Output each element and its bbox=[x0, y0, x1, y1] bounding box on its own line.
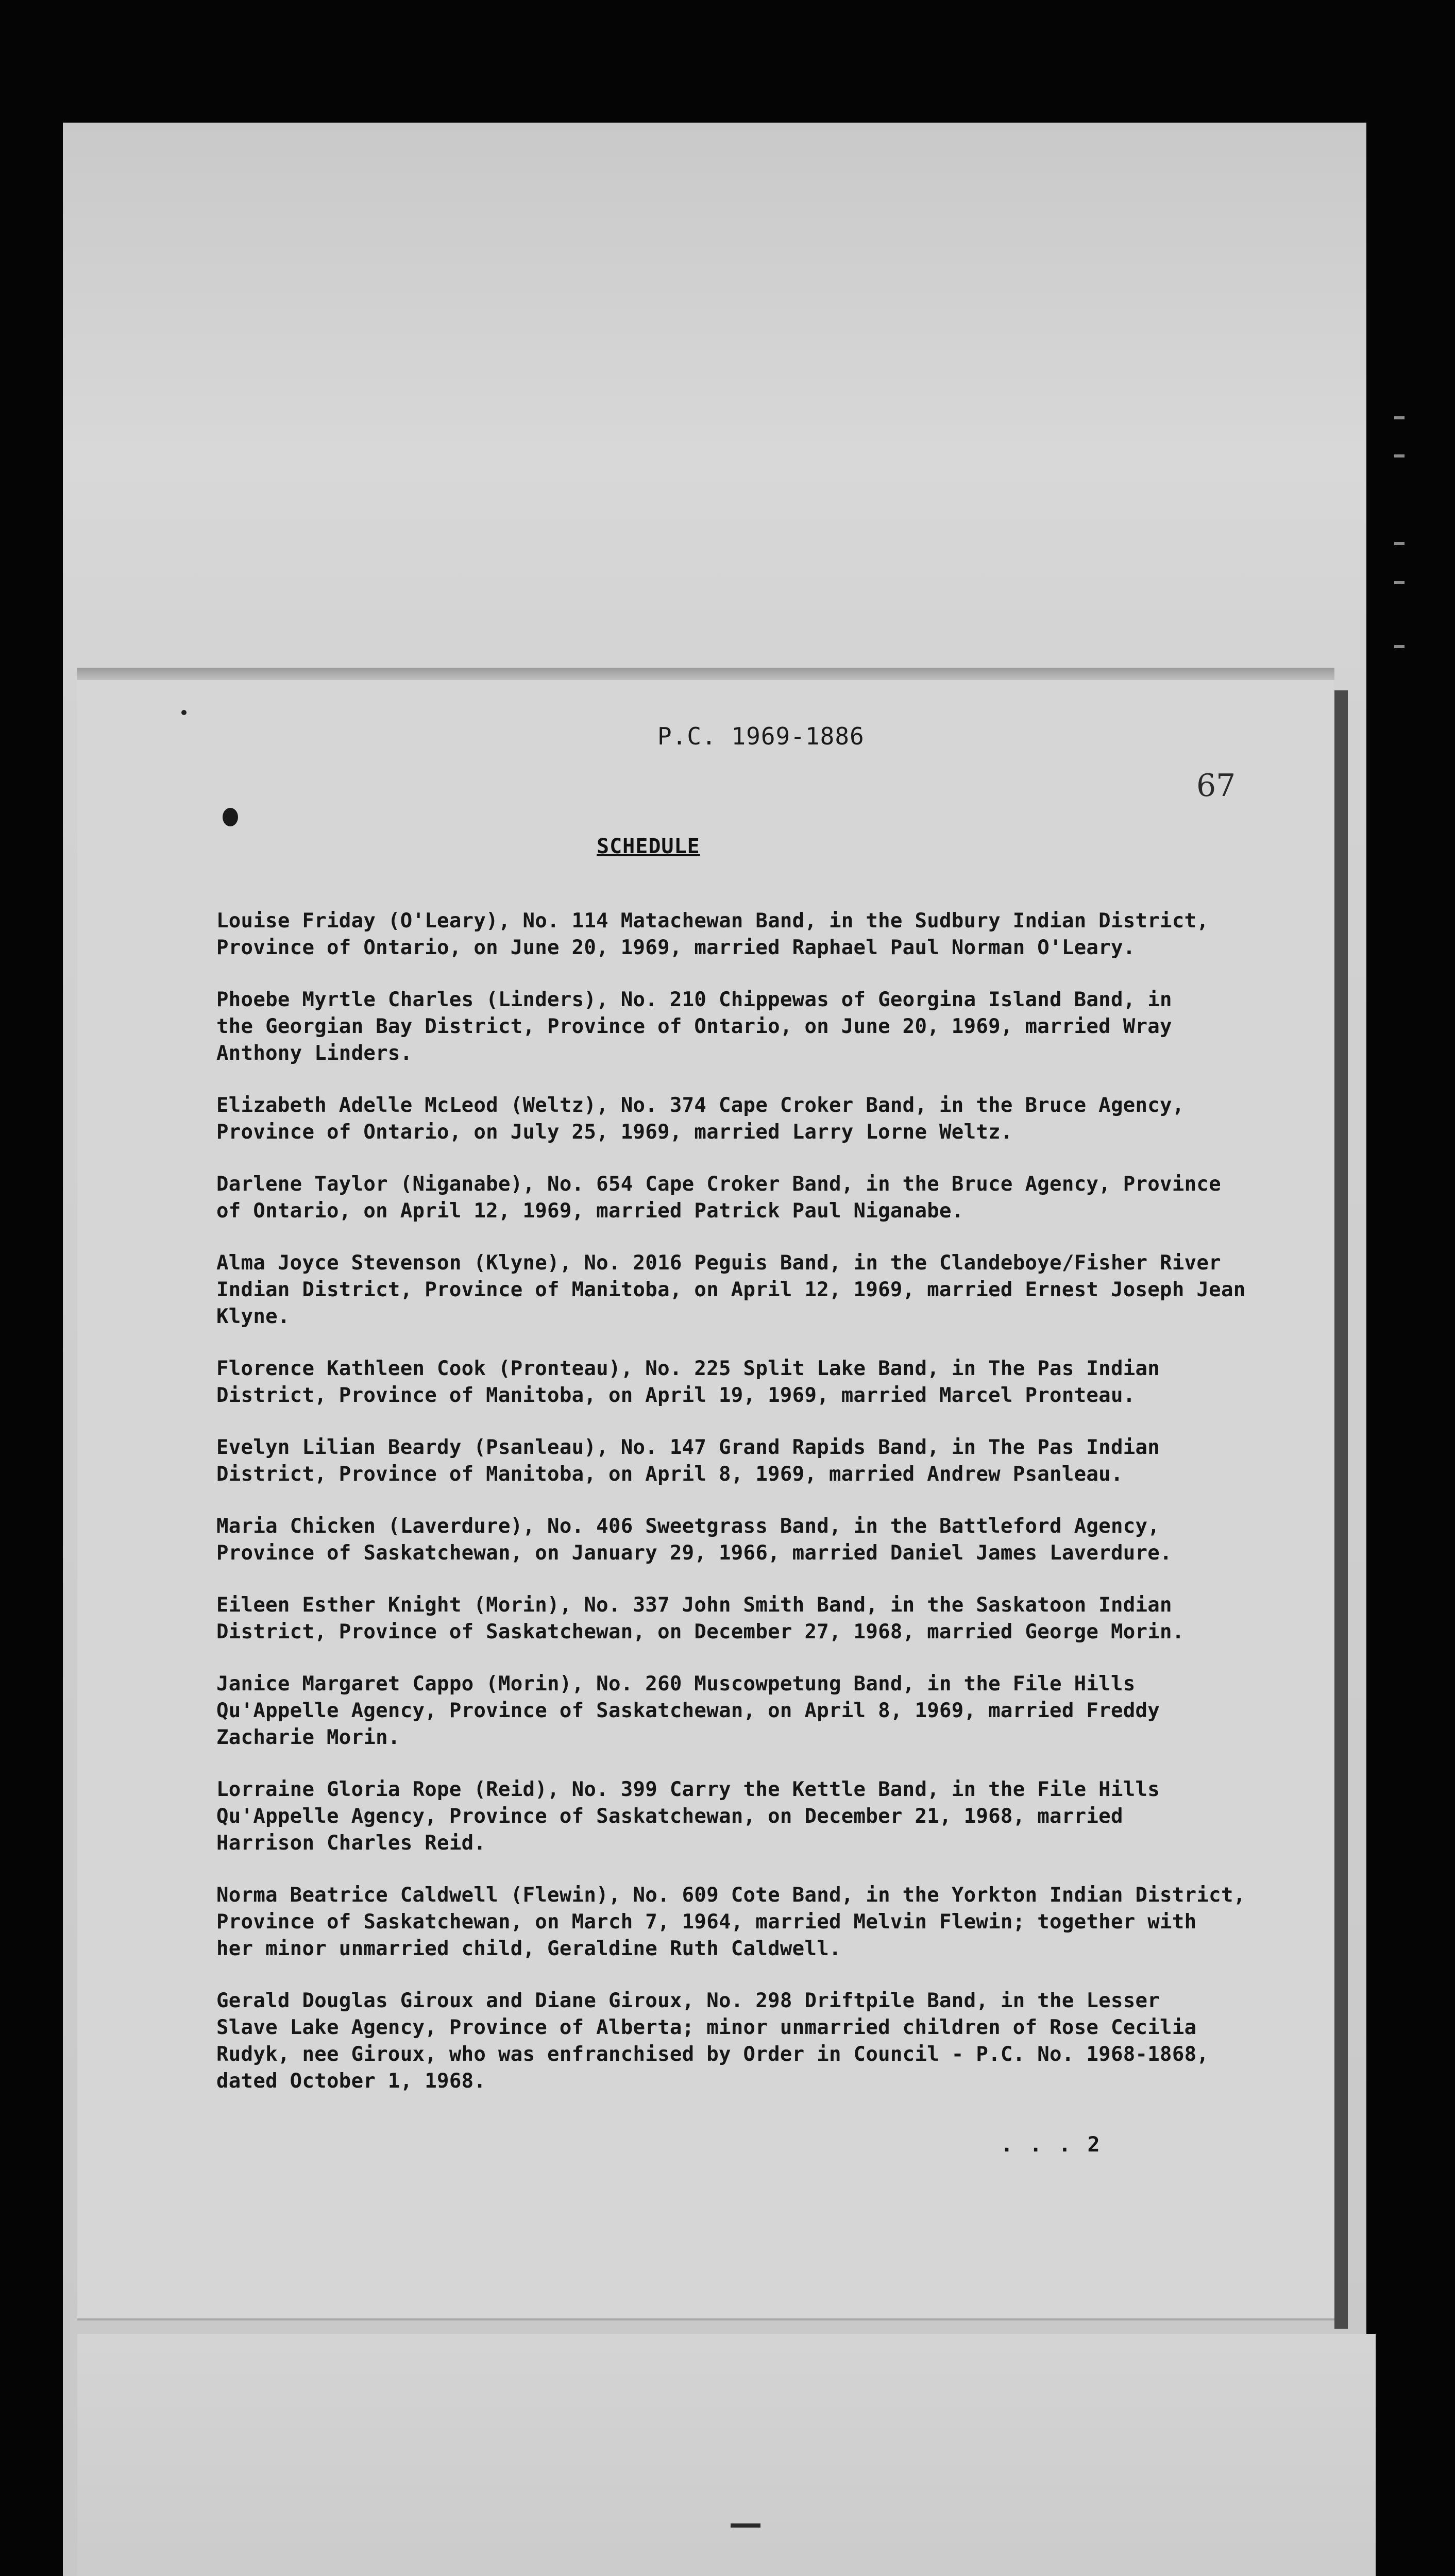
continuation-marker: . . . 2 bbox=[1001, 2133, 1102, 2157]
film-edge-mark bbox=[1394, 581, 1405, 584]
schedule-entry: Maria Chicken (Laverdure), No. 406 Sweetgrass Band, in the Battleford Agency, Province of Saskatchewan, on January 29, 1966, married Daniel James Laverdure. bbox=[216, 1515, 1172, 1565]
film-edge-mark bbox=[1394, 542, 1405, 545]
schedule-entry: Elizabeth Adelle McLeod (Weltz), No. 374 Cape Croker Band, in the Bruce Agency, Province of Ontario, on July 25, 1969, married Larry Lorne Weltz. bbox=[216, 1094, 1185, 1144]
page-number: 67 bbox=[1196, 768, 1236, 804]
schedule-entry: Phoebe Myrtle Charles (Linders), No. 210 Chippewas of Georgina Island Band, in the Georgian Bay District, Province of Ontario, on June 20, 1969, married Wray Anthony Linders. bbox=[216, 988, 1172, 1065]
schedule-entry: Florence Kathleen Cook (Pronteau), No. 225 Split Lake Band, in The Pas Indian District, Province of Manitoba, on April 19, 1969, married Marcel Pronteau. bbox=[216, 1357, 1160, 1407]
schedule-entry: Norma Beatrice Caldwell (Flewin), No. 609 Cote Band, in the Yorkton Indian District, Province of Saskatchewan, on March 7, 1964, married Melvin Flewin; together with her minor unmarried child, Geraldine Ruth Caldwell. bbox=[216, 1884, 1246, 1960]
schedule-entries bbox=[216, 908, 1314, 2120]
schedule-entry: Louise Friday (O'Leary), No. 114 Matachewan Band, in the Sudbury Indian District, Province of Ontario, on June 20, 1969, married Raphael Paul Norman O'Leary. bbox=[216, 909, 1209, 959]
film-mark bbox=[731, 2523, 760, 2528]
microfilm-lower-area bbox=[77, 2334, 1376, 2576]
film-edge-mark bbox=[1394, 416, 1405, 419]
schedule-entry: Darlene Taylor (Niganabe), No. 654 Cape Croker Band, in the Bruce Agency, Province of Ontario, on April 12, 1969, married Patrick Paul Niganabe. bbox=[216, 1173, 1221, 1223]
film-edge-mark bbox=[1394, 454, 1405, 457]
document-header: P.C. 1969-1886 bbox=[657, 722, 865, 750]
film-edge-mark bbox=[1394, 645, 1405, 648]
schedule-entry: Janice Margaret Cappo (Morin), No. 260 Muscowpetung Band, in the File Hills Qu'Appelle Agency, Province of Saskatchewan, on April 8, 1969, married Freddy Zacharie Morin. bbox=[216, 1672, 1160, 1749]
punch-hole bbox=[223, 808, 238, 826]
schedule-entry: Evelyn Lilian Beardy (Psanleau), No. 147 Grand Rapids Band, in The Pas Indian District, Province of Manitoba, on April 8, 1969, married Andrew Psanleau. bbox=[216, 1436, 1160, 1486]
paper-right-shadow bbox=[1334, 690, 1348, 2329]
schedule-entry: Eileen Esther Knight (Morin), No. 337 John Smith Band, in the Saskatoon Indian District, Province of Saskatchewan, on December 27, 1968, married George Morin. bbox=[216, 1594, 1185, 1643]
schedule-title: SCHEDULE bbox=[597, 835, 700, 858]
speck bbox=[181, 710, 187, 715]
schedule-entry: Gerald Douglas Giroux and Diane Giroux, No. 298 Driftpile Band, in the Lesser Slave Lake Agency, Province of Alberta; minor unmarried children of Rose Cecilia Rudyk, nee Giroux, who was enfranchised by Order in Council - P.C. No. 1968-1868, dated October 1, 1968. bbox=[216, 1989, 1209, 2093]
schedule-entry: Lorraine Gloria Rope (Reid), No. 399 Carry the Kettle Band, in the File Hills Qu'Appelle Agency, Province of Saskatchewan, on December 21, 1968, married Harrison Charles Reid. bbox=[216, 1778, 1160, 1855]
schedule-entry: Alma Joyce Stevenson (Klyne), No. 2016 Peguis Band, in the Clandeboye/Fisher River Indian District, Province of Manitoba, on April 12, 1969, married Ernest Joseph Jean Klyne. bbox=[216, 1251, 1246, 1328]
